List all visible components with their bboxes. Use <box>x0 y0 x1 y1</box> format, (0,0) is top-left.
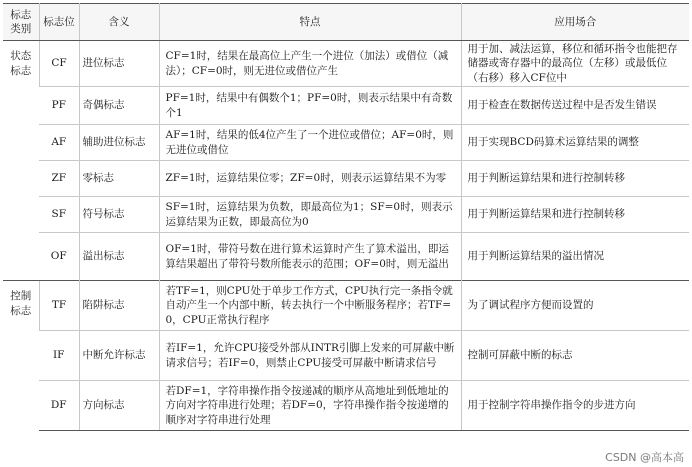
flag-code: OF <box>39 233 79 281</box>
table-row <box>3 197 689 233</box>
flag-usage: 用于判断运算结果和进行控制转移 <box>461 161 689 197</box>
flag-feature: 若DF=1，字符串操作指令按递减的顺序从高地址到低地址的方向对字符串进行处理；若DF=0，字符串操作指令按递增的顺序对字符串进行处理 <box>159 381 461 431</box>
flag-name: 进位标志 <box>79 41 159 87</box>
flag-usage: 用于判断运算结果和进行控制转移 <box>461 197 689 233</box>
flag-code: IF <box>39 331 79 381</box>
flag-name: 辅助进位标志 <box>79 125 159 161</box>
category-status: 状态标志 <box>3 41 39 281</box>
category-control: 控制标志 <box>3 281 39 431</box>
flag-code: PF <box>39 87 79 125</box>
flag-code: SF <box>39 197 79 233</box>
table-row <box>3 281 689 331</box>
header-feature: 特点 <box>159 4 461 41</box>
table-row <box>3 41 689 87</box>
flag-name: 奇偶标志 <box>79 87 159 125</box>
flag-usage: 用于实现BCD码算术运算结果的调整 <box>461 125 689 161</box>
flag-feature: CF=1时，结果在最高位上产生一个进位（加法）或借位（减法）；CF=0时，则无进位或借位产生 <box>159 41 461 87</box>
csdn-watermark: CSDN @高本高 <box>605 451 684 464</box>
flag-usage: 用于判断运算结果的溢出情况 <box>461 233 689 281</box>
header-flag: 标志位 <box>39 4 79 41</box>
flag-usage: 控制可屏蔽中断的标志 <box>461 331 689 381</box>
flag-feature: AF=1时，结果的低4位产生了一个进位或借位；AF=0时，则无进位或借位 <box>159 125 461 161</box>
flag-table <box>3 3 689 431</box>
table-row <box>3 87 689 125</box>
flag-feature: SF=1时，运算结果为负数，即最高位为1；SF=0时，则表示运算结果为正数，即最高位为0 <box>159 197 461 233</box>
header-meaning: 含义 <box>79 4 159 41</box>
flag-code: CF <box>39 41 79 87</box>
table-row <box>3 125 689 161</box>
flag-name: 陷阱标志 <box>79 281 159 331</box>
flag-code: DF <box>39 381 79 431</box>
header-usage: 应用场合 <box>461 4 689 41</box>
flag-code: ZF <box>39 161 79 197</box>
flag-name: 符号标志 <box>79 197 159 233</box>
flag-usage: 用于加、减法运算，移位和循环指令也能把存储器或寄存器中的最高位（左移）或最低位（右移）移入CF位中 <box>461 41 689 87</box>
flag-feature: PF=1时，结果中有偶数个1；PF=0时，则表示结果中有奇数个1 <box>159 87 461 125</box>
flag-feature: 若TF=1，则CPU处于单步工作方式，CPU执行完一条指令就自动产生一个内部中断，转去执行一个中断服务程序；若TF=0，CPU正常执行程序 <box>159 281 461 331</box>
table-header-row <box>3 4 689 41</box>
flag-feature: ZF=1时，运算结果位零；ZF=0时，则表示运算结果不为零 <box>159 161 461 197</box>
table-row <box>3 161 689 197</box>
header-category: 标志类别 <box>3 4 39 41</box>
flag-feature: OF=1时，带符号数在进行算术运算时产生了算术溢出，即运算结果超出了带符号数所能表示的范围；OF=0时，则无溢出 <box>159 233 461 281</box>
table-row <box>3 233 689 281</box>
table-row <box>3 381 689 431</box>
flag-name: 中断允许标志 <box>79 331 159 381</box>
flag-feature: 若IF=1，允许CPU接受外部从INTR引脚上发来的可屏蔽中断请求信号；若IF=0，则禁止CPU接受可屏蔽中断请求信号 <box>159 331 461 381</box>
table-row <box>3 331 689 381</box>
flag-name: 方向标志 <box>79 381 159 431</box>
flag-usage: 为了调试程序方便而设置的 <box>461 281 689 331</box>
flag-name: 溢出标志 <box>79 233 159 281</box>
flag-usage: 用于检查在数据传送过程中是否发生错误 <box>461 87 689 125</box>
flag-code: AF <box>39 125 79 161</box>
flag-usage: 用于控制字符串操作指令的步进方向 <box>461 381 689 431</box>
flag-name: 零标志 <box>79 161 159 197</box>
flag-code: TF <box>39 281 79 331</box>
